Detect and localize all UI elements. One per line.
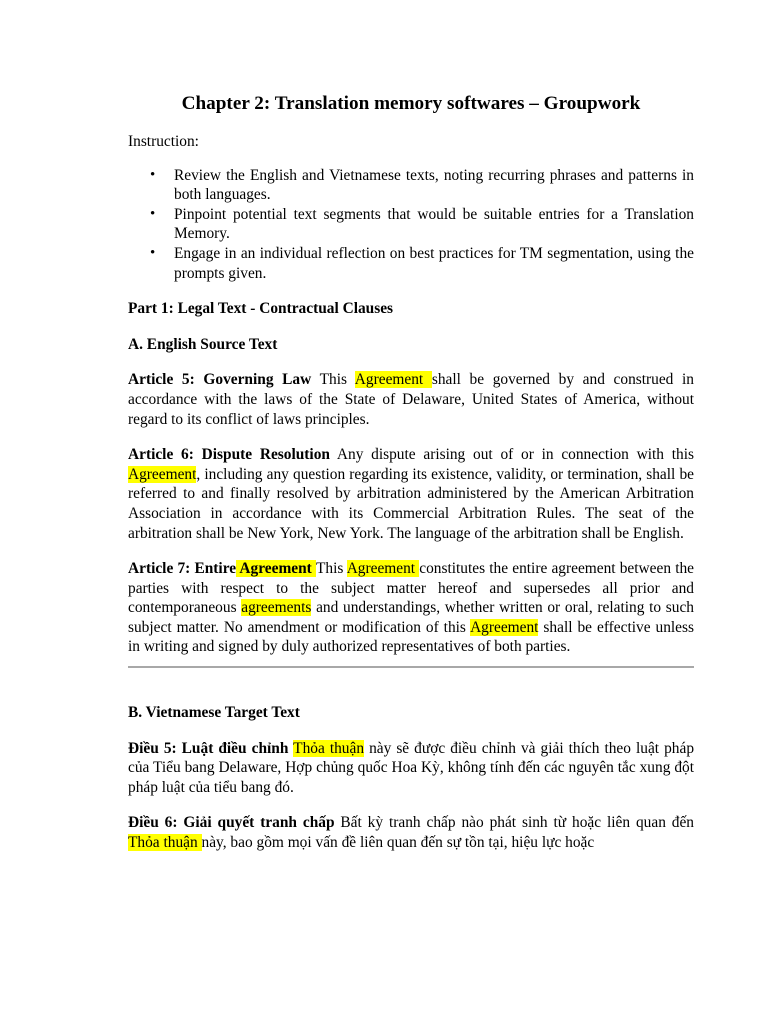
document-body bbox=[128, 92, 694, 869]
list-item: • Engage in an individual reflection on best practices for TM segmentation, using the prompts given. bbox=[174, 244, 694, 283]
article-5-label: Article 5: Governing Law bbox=[128, 371, 312, 389]
highlighted-term: Thỏa thuận bbox=[128, 834, 202, 852]
article-6-label: Article 6: Dispute Resolution bbox=[128, 446, 330, 464]
text-segment: Any dispute arising out of or in connection with this bbox=[329, 446, 694, 464]
part1-heading: Part 1: Legal Text - Contractual Clauses bbox=[128, 300, 394, 318]
section-b-heading: B. Vietnamese Target Text bbox=[128, 704, 300, 722]
text-segment: Bất kỳ tranh chấp nào phát sinh từ hoặc liên quan đến bbox=[334, 814, 695, 832]
list-item: • Review the English and Vietnamese texts, noting recurring phrases and patterns in both languages. bbox=[174, 166, 694, 205]
text-segment: này sẽ được điều chỉnh và giải thích theo luật pháp của Tiểu bang Delaware, Hợp chủng quốc Hoa Kỳ, không tính đến các nguyên tắc xung đột pháp luật của tiểu bang đó. bbox=[128, 739, 695, 796]
text-segment: , including any question regarding its existence, validity, or termination, shall be referred to and finally resolved by arbitration administered by the American Arbitration Association in accordance with its Commercial Arbitration Rules. The seat of the arbitration shall be New York, New York. The language of the arbitration shall be English. bbox=[128, 465, 694, 542]
highlighted-term: Agreement bbox=[354, 371, 432, 389]
instruction-list bbox=[128, 166, 694, 284]
article-6-paragraph bbox=[128, 445, 694, 543]
highlighted-term: agreements bbox=[241, 599, 312, 617]
text-segment: This bbox=[315, 560, 347, 578]
dieu-5-label: Điều 5: Luật điều chỉnh bbox=[128, 739, 289, 757]
text-segment: shall be effective unless in writing and signed by duly authorized representatives of both parties. bbox=[128, 618, 694, 656]
highlighted-term: Agreement bbox=[470, 618, 539, 636]
highlighted-term: Agreement bbox=[346, 560, 420, 578]
highlighted-term: Agreement bbox=[128, 465, 197, 483]
article-7-paragraph bbox=[128, 559, 694, 657]
article-5-paragraph bbox=[128, 370, 694, 429]
list-item: • Pinpoint potential text segments that would be suitable entries for a Translation Memory. bbox=[174, 205, 694, 244]
instruction-label: Instruction: bbox=[128, 133, 199, 150]
text-segment: này, bao gồm mọi vấn đề liên quan đến sự tồn tại, hiệu lực hoặc bbox=[201, 834, 595, 852]
dieu-5-paragraph bbox=[128, 739, 694, 798]
section-a-heading: A. English Source Text bbox=[128, 335, 278, 353]
highlighted-term: Thỏa thuận bbox=[293, 739, 365, 757]
dieu-6-paragraph bbox=[128, 813, 694, 852]
dieu-6-label: Điều 6: Giải quyết tranh chấp bbox=[128, 814, 335, 832]
text-segment: shall be governed by and construed in accordance with the laws of the State of Delaware, United States of America, without regard to its conflict of laws principles. bbox=[128, 371, 695, 428]
text-segment: constitutes the entire agreement between the parties with respect to the subject matter hereof and supersedes all prior and contemporaneous bbox=[128, 560, 694, 617]
page-title: Chapter 2: Translation memory softwares – Groupwork bbox=[181, 93, 641, 114]
horizontal-divider bbox=[128, 666, 694, 668]
highlighted-term: Agreement bbox=[236, 560, 316, 578]
text-segment: This bbox=[311, 371, 355, 389]
article-7-label: Article 7: Entire bbox=[128, 560, 237, 578]
text-segment: and understandings, whether written or oral, relating to such subject matter. No amendment or modification of this bbox=[128, 599, 694, 636]
